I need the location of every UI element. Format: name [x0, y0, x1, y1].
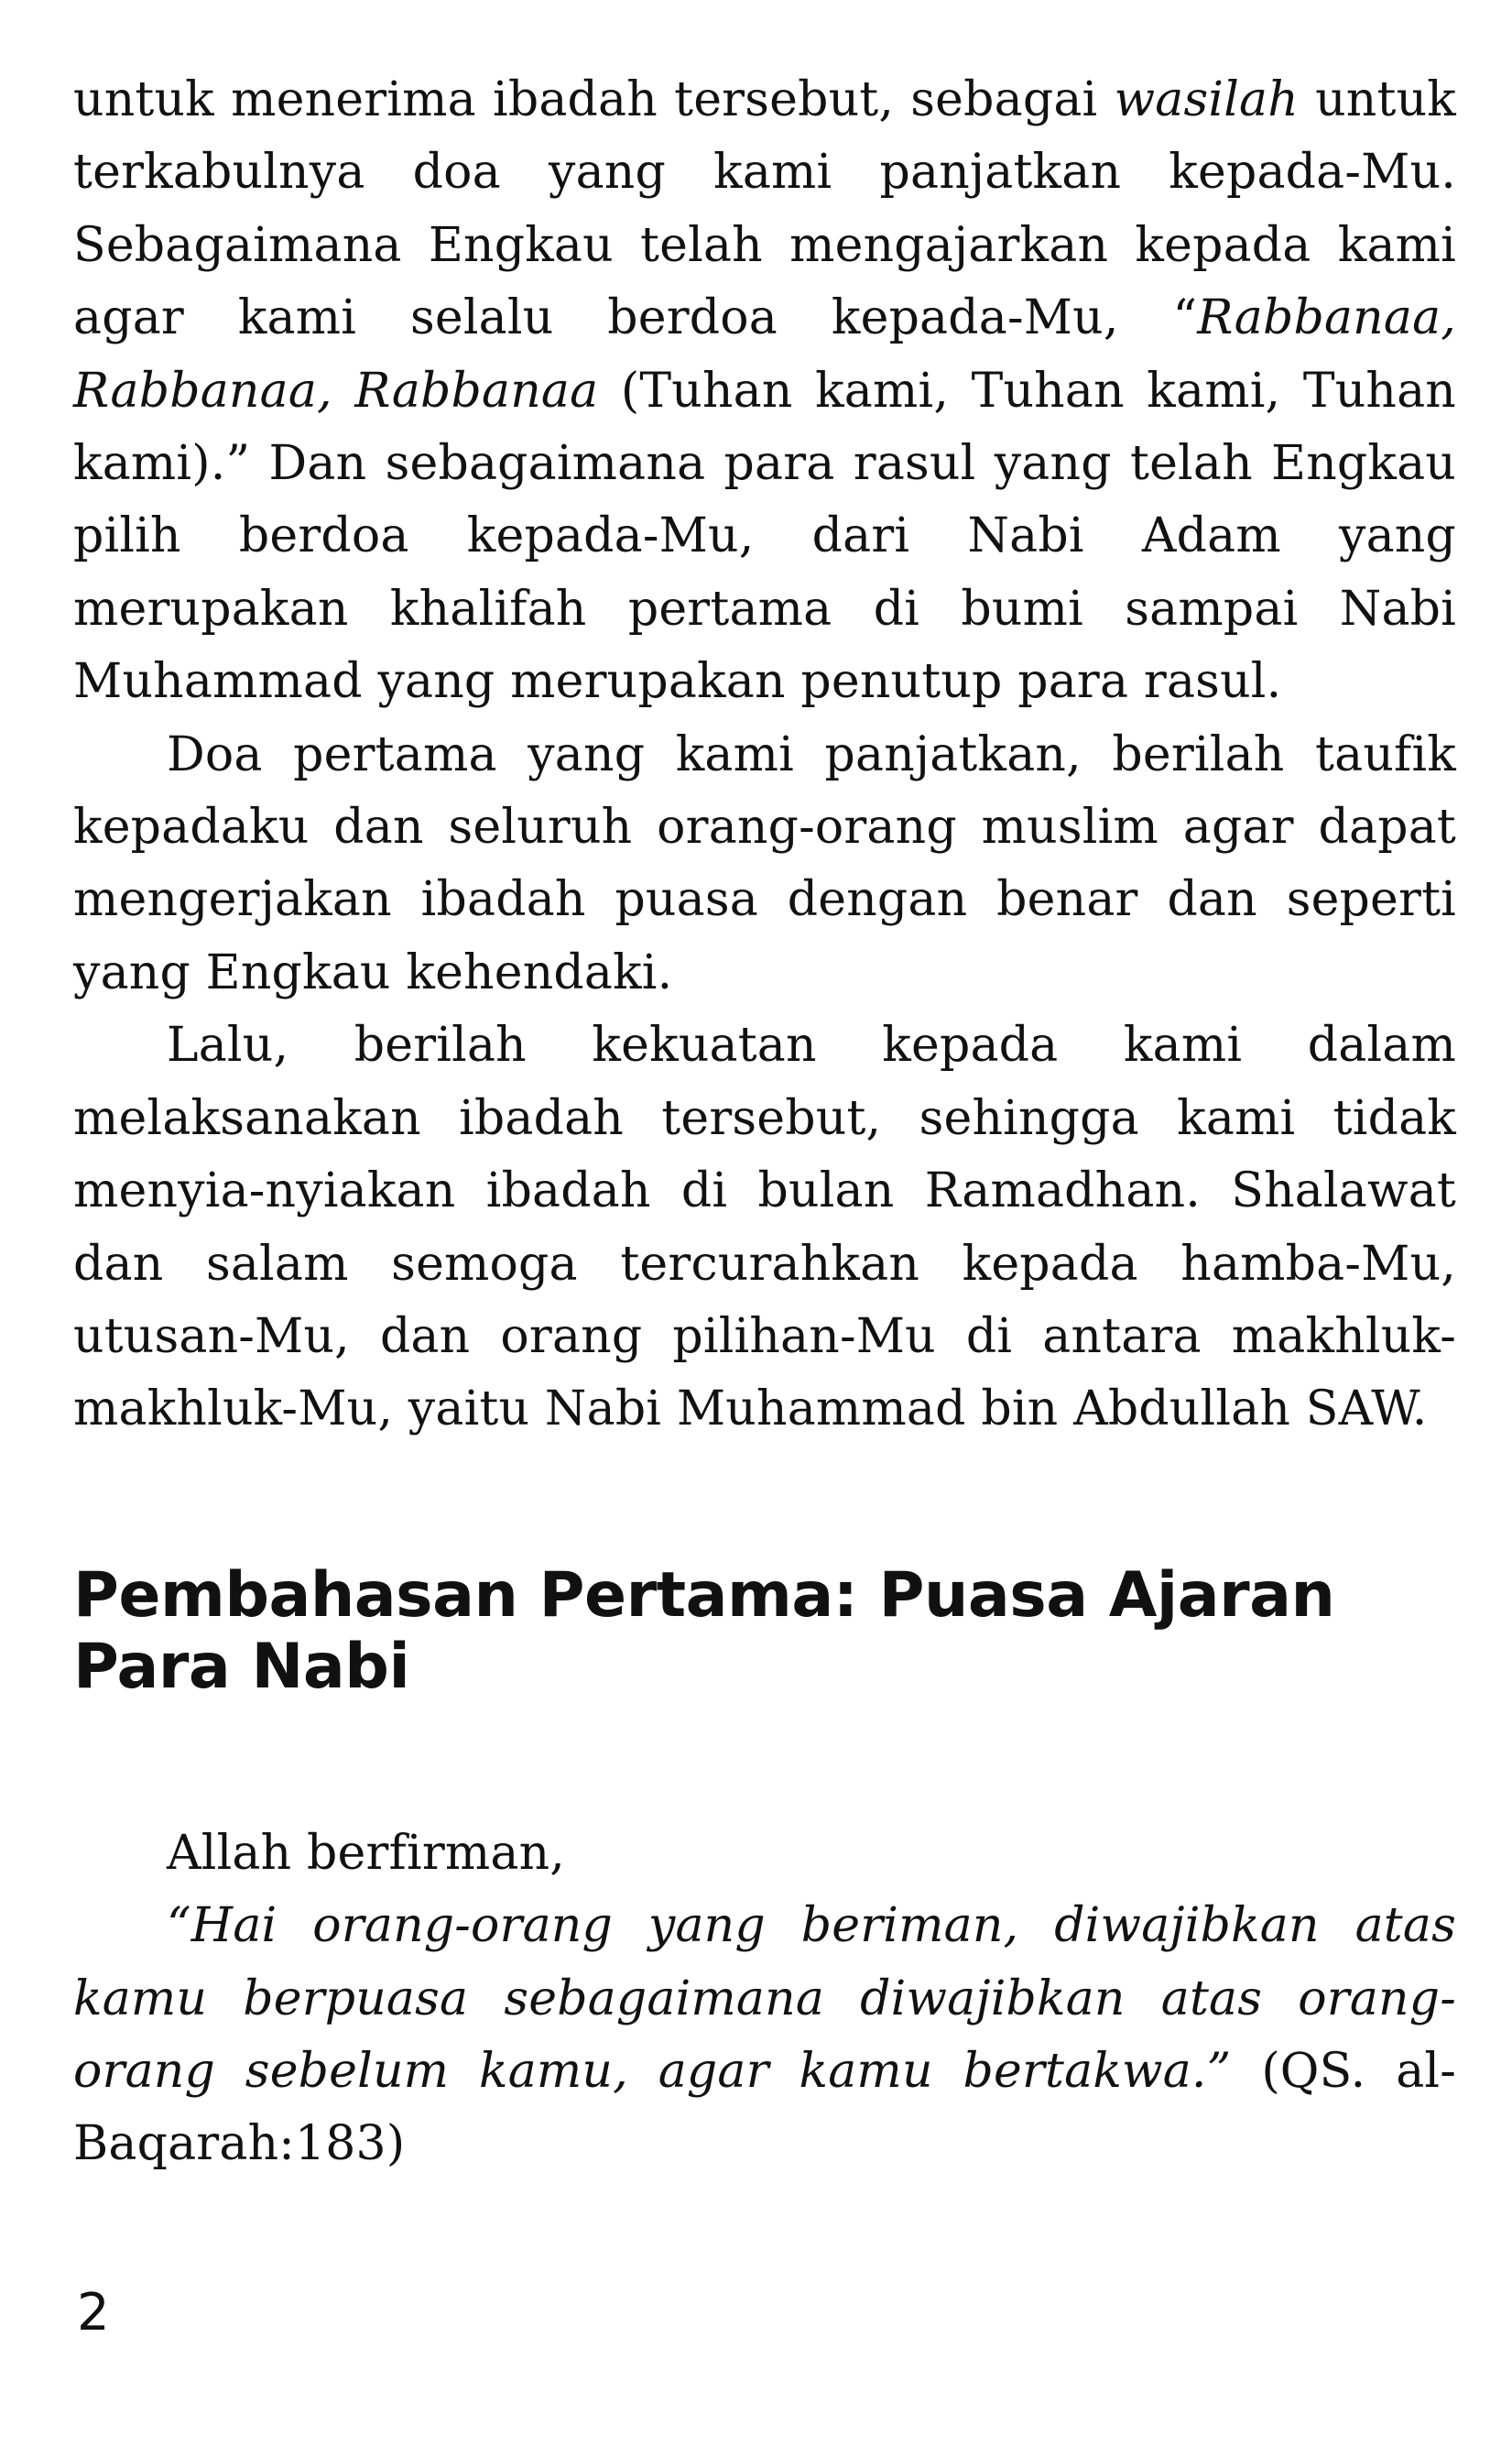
page-content: [73, 64, 1456, 2181]
section-heading: Pembahasan Pertama: Puasa Ajaran Para Nabi: [73, 1558, 1335, 1703]
paragraph-3: Lalu, berilah kekuatan kepada kami dalam melaksanakan ibadah tersebut, sehingga kami tidak menyia-nyiakan ibadah di bulan Ramadhan. Shalawat dan salam semoga tercurahkan kepada hamba-Mu, utusan-Mu, dan orang pilihan-Mu di antara makhluk-makhluk-Mu, yaitu Nabi Muhammad bin Abdullah SAW.: [73, 1018, 1456, 1437]
italic-term-wasilah: wasilah: [1114, 72, 1299, 127]
quote-intro: Allah berfirman,: [167, 1825, 566, 1881]
quote-citation: (QS. al-Baqarah:183): [73, 2043, 1456, 2172]
text-run: untuk terkabulnya doa yang kami panjatkan kepada-Mu. Sebagaimana Engkau telah mengajarkan kepada kami agar kami selalu berdoa kepada-Mu, “: [73, 72, 1456, 346]
quote-text: [73, 1890, 1456, 2181]
text-run: untuk menerima ibadah tersebut, sebagai: [73, 72, 1115, 127]
paragraph-2: Doa pertama yang kami panjatkan, berilah taufik kepadaku dan seluruh orang-orang muslim agar dapat mengerjakan ibadah puasa dengan benar dan seperti yang Engkau kehendaki.: [73, 726, 1456, 1000]
text-run: (Tuhan kami, Tuhan kami, Tuhan kami).” Dan sebagaimana para rasul yang telah Engkau pilih berdoa kepada-Mu, dari Nabi Adam yang merupakan khalifah pertama di bumi sampai Nabi Muhammad yang merupakan penutup para rasul.: [73, 363, 1456, 710]
quran-quote: [73, 1818, 1456, 2181]
paragraph-1: [73, 64, 1456, 719]
quote-verse: “Hai orang-orang yang beriman, diwajibkan atas kamu berpuasa sebagaimana diwajibkan atas orang-orang sebelum kamu, agar kamu bertakwa.”: [73, 1898, 1456, 2099]
page-number: 2: [77, 2283, 110, 2342]
italic-term-rabbanaa: Rabbanaa, Rabbanaa, Rabbanaa: [73, 290, 1456, 419]
